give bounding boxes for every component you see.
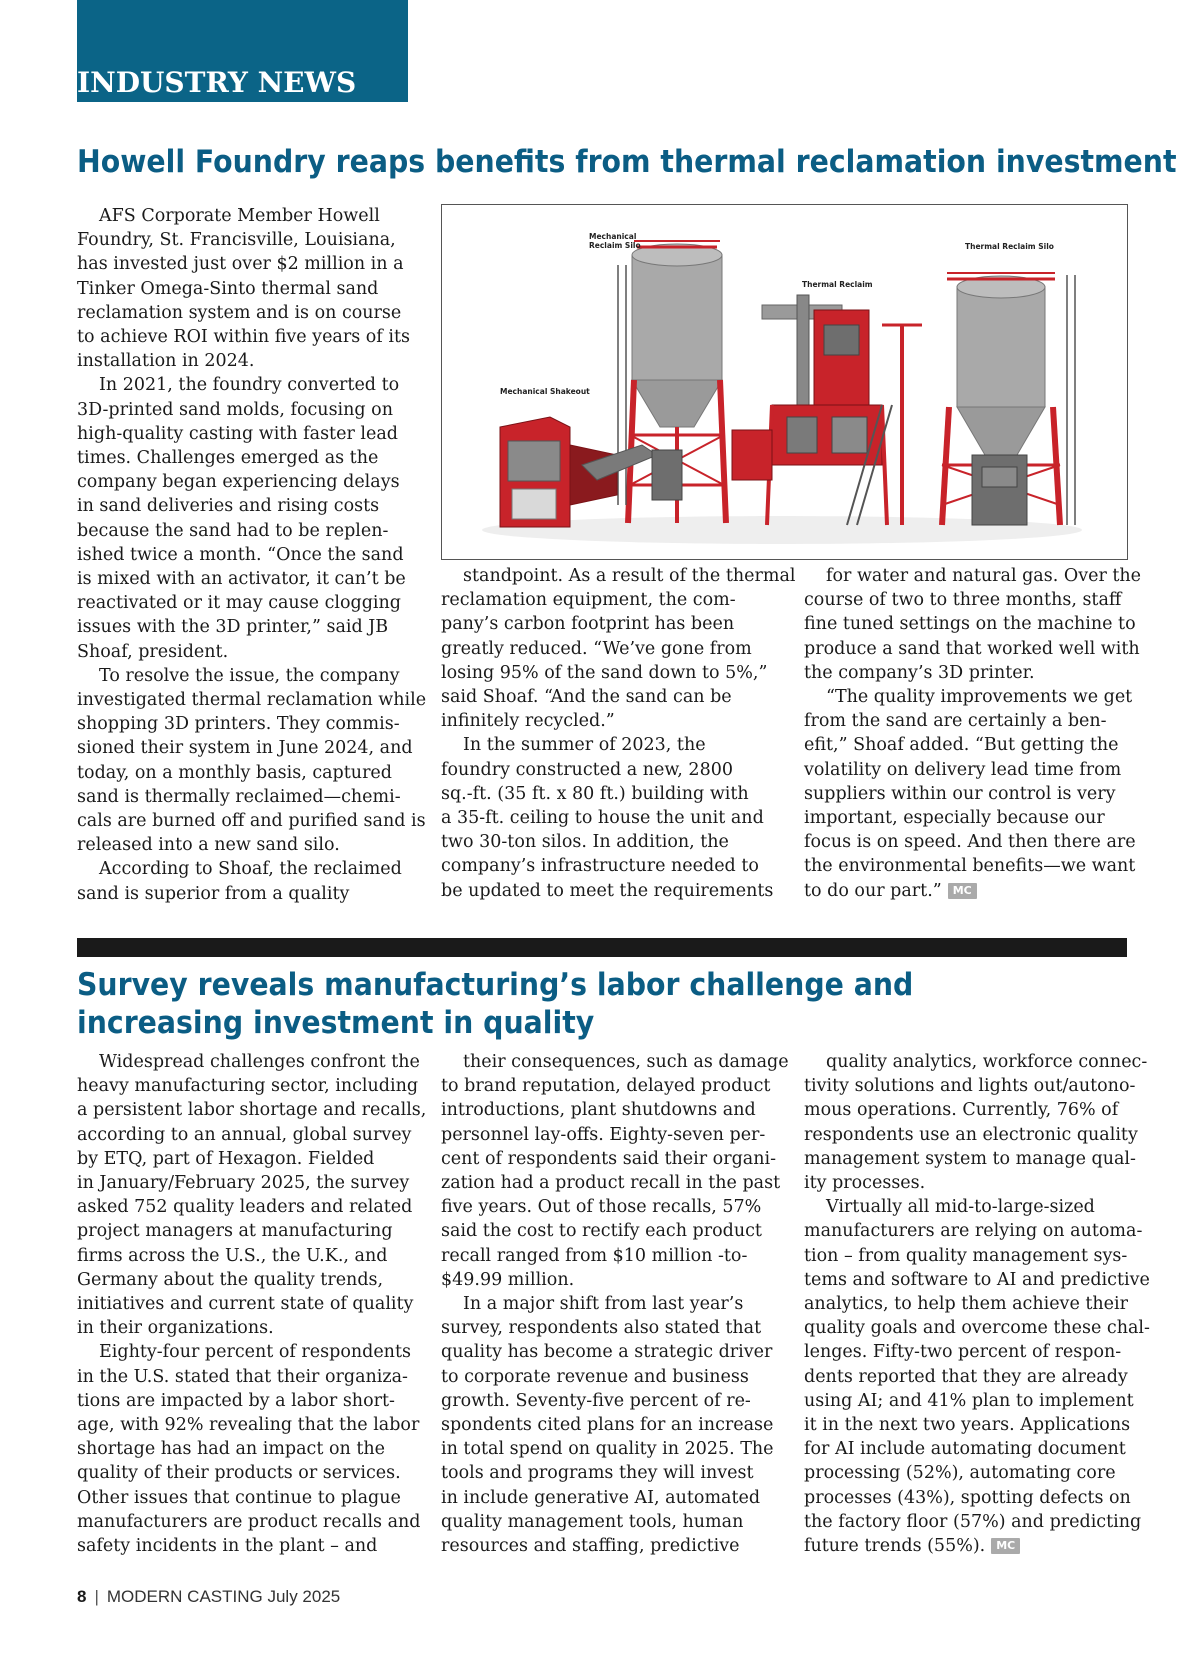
text-line-content: produce a sand that worked well with (804, 638, 1140, 659)
text-line (77, 1219, 426, 1243)
text-line-content: In a major shift from last year’s (463, 1294, 744, 1315)
text-line-content: According to Shoaf, the reclaimed (99, 859, 402, 880)
text-line (441, 588, 795, 612)
text-line (441, 1316, 789, 1340)
text-line (77, 277, 426, 301)
text-line-content: asked 752 quality leaders and related (77, 1197, 413, 1218)
text-line-content: quality of their products or services. (77, 1463, 401, 1484)
text-line (77, 1147, 426, 1171)
text-line-content: greatly reduced. “We’ve gone from (441, 638, 752, 659)
text-line (804, 879, 1141, 903)
article1-column-1 (77, 204, 426, 906)
text-line-content: five years. Out of those recalls, 57% (441, 1197, 762, 1218)
text-line (441, 1365, 789, 1389)
text-line (441, 637, 795, 661)
text-line (77, 373, 426, 397)
text-line (77, 422, 426, 446)
text-line-content: to do our part.” (804, 880, 942, 901)
article2-column-2 (441, 1050, 789, 1558)
text-line-content: “The quality improvements we get (826, 687, 1133, 708)
text-line-content: company began experiencing delays (77, 472, 400, 493)
text-line (77, 591, 426, 615)
text-line (804, 1340, 1150, 1364)
text-line-content: a 35-ft. ceiling to house the unit and (441, 808, 764, 829)
text-line-content: suppliers within our control is very (804, 783, 1116, 804)
text-line (77, 1365, 426, 1389)
text-line-content: shopping 3D printers. They commis- (77, 714, 400, 735)
text-line-content: Foundry, St. Francisville, Louisiana, (77, 230, 396, 251)
text-line (441, 733, 795, 757)
text-line-content: reclamation system and is on course (77, 302, 402, 323)
text-line (441, 1292, 789, 1316)
label-mechanical-reclaim-silo: Mechanical Reclaim Silo (589, 232, 641, 250)
text-line (77, 1050, 426, 1074)
text-line (77, 1268, 426, 1292)
text-line-content: Germany about the quality trends, (77, 1269, 384, 1290)
text-line-content: because the sand had to be replen- (77, 520, 389, 541)
text-line (804, 709, 1141, 733)
text-line (77, 1316, 426, 1340)
text-line (77, 301, 426, 325)
text-line (77, 1486, 426, 1510)
text-line (441, 758, 795, 782)
text-line (804, 588, 1141, 612)
text-line-content: spondents cited plans for an increase (441, 1415, 774, 1436)
text-line (804, 1171, 1150, 1195)
text-line (804, 612, 1141, 636)
text-line (77, 252, 426, 276)
text-line-content: sioned their system in June 2024, and (77, 738, 413, 759)
text-line (804, 1510, 1150, 1534)
text-line-content: a persistent labor shortage and recalls, (77, 1100, 427, 1121)
text-line (77, 494, 426, 518)
footer-separator: | (94, 1587, 99, 1606)
text-line-content: investigated thermal reclamation while (77, 690, 427, 711)
text-line (441, 1244, 789, 1268)
text-line (804, 1219, 1150, 1243)
text-line-content: losing 95% of the sand down to 5%,” (441, 662, 768, 683)
text-line-content: focus is on speed. And then there are (804, 832, 1136, 853)
text-line (804, 1461, 1150, 1485)
text-line-content: tions are impacted by a labor short- (77, 1390, 395, 1411)
text-line-content: ished twice a month. “Once the sand (77, 544, 404, 565)
text-line (441, 1510, 789, 1534)
text-line (77, 664, 426, 688)
text-line (77, 325, 426, 349)
text-line-content: future trends (55%). (804, 1536, 986, 1557)
text-line-content: according to an annual, global survey (77, 1124, 412, 1145)
text-line-content: in include generative AI, automated (441, 1487, 761, 1508)
text-line-content: manufacturers are relying on automa- (804, 1221, 1143, 1242)
article2-column-3 (804, 1050, 1150, 1558)
text-line-content: quality management tools, human (441, 1511, 744, 1532)
text-line-content: in total spend on quality in 2025. The (441, 1439, 774, 1460)
text-line (77, 446, 426, 470)
publication-name: MODERN CASTING (106, 1587, 263, 1606)
text-line (77, 809, 426, 833)
text-line-content: zation had a product recall in the past (441, 1173, 781, 1194)
thermal-reclamation-diagram (441, 204, 1128, 560)
text-line (441, 830, 795, 854)
label-thermal-reclaim: Thermal Reclaim (802, 280, 873, 289)
text-line (77, 1123, 426, 1147)
text-line-content: In the summer of 2023, the (463, 735, 706, 756)
text-line-content: Eighty-four percent of respondents (99, 1342, 411, 1363)
text-line (441, 1413, 789, 1437)
text-line-content: to brand reputation, delayed product (441, 1076, 771, 1097)
text-line (77, 640, 426, 664)
text-line (77, 519, 426, 543)
text-line (77, 882, 426, 906)
text-line-content: tems and software to AI and predictive (804, 1269, 1150, 1290)
text-line (804, 637, 1141, 661)
text-line (441, 1486, 789, 1510)
text-line (77, 1292, 426, 1316)
text-line (441, 1098, 789, 1122)
text-line (804, 1244, 1150, 1268)
text-line (77, 1171, 426, 1195)
text-line (77, 1461, 426, 1485)
text-line-content: in the U.S. stated that their organiza- (77, 1366, 408, 1387)
text-line-content: firms across the U.S., the U.K., and (77, 1245, 388, 1266)
text-line-content: in sand deliveries and rising costs (77, 496, 380, 517)
text-line-content: the company’s 3D printer. (804, 662, 1035, 683)
text-line (77, 1437, 426, 1461)
text-line (804, 854, 1141, 878)
text-line (441, 1461, 789, 1485)
text-line (441, 1195, 789, 1219)
text-line-content: Shoaf, president. (77, 641, 229, 662)
text-line-content: introductions, plant shutdowns and (441, 1100, 756, 1121)
text-line (804, 782, 1141, 806)
text-line (441, 1050, 789, 1074)
article2-column-1 (77, 1050, 426, 1558)
text-line-content: course of two to three months, staff (804, 590, 1122, 611)
text-line-content: for AI include automating document (804, 1439, 1126, 1460)
text-line (804, 1534, 1150, 1558)
text-line-content: issues with the 3D printer,” said JB (77, 617, 389, 638)
text-line (804, 1437, 1150, 1461)
text-line-content: sq.-ft. (35 ft. x 80 ft.) building with (441, 783, 749, 804)
text-line-content: is mixed with an activator, it can’t be (77, 569, 406, 590)
text-line-content: their consequences, such as damage (463, 1052, 789, 1072)
text-line-content: growth. Seventy-five percent of re- (441, 1390, 751, 1411)
text-line (441, 1268, 789, 1292)
text-line (804, 1050, 1150, 1074)
article1-headline: Howell Foundry reaps benefits from thermal reclamation investment (77, 144, 1177, 180)
text-line (77, 349, 426, 373)
text-line-content: to corporate revenue and business (441, 1366, 749, 1387)
text-line (77, 761, 426, 785)
text-line (441, 612, 795, 636)
text-line (441, 879, 795, 903)
text-line (804, 1413, 1150, 1437)
text-line-content: two 30-ton silos. In addition, the (441, 832, 729, 853)
text-line (804, 733, 1141, 757)
text-line-content: company’s infrastructure needed to (441, 856, 759, 877)
text-line (77, 470, 426, 494)
text-line-content: volatility on delivery lead time from (804, 759, 1122, 780)
text-line (441, 1219, 789, 1243)
thermal-reclaim-unit (732, 295, 922, 525)
end-mark: MC (948, 883, 977, 899)
text-line (77, 543, 426, 567)
text-line (77, 1510, 426, 1534)
text-line-content: survey, respondents also stated that (441, 1318, 762, 1339)
text-line-content: personnel lay-offs. Eighty-seven per- (441, 1124, 766, 1145)
text-line-content: the environmental benefits—we want (804, 856, 1136, 877)
text-line (77, 1389, 426, 1413)
text-line-content: pany’s carbon footprint has been (441, 614, 735, 635)
text-line-content: tion – from quality management sys- (804, 1245, 1128, 1266)
text-line (804, 1268, 1150, 1292)
text-line (804, 1074, 1150, 1098)
text-line-content: efit,” Shoaf added. “But getting the (804, 735, 1119, 756)
text-line-content: in January/February 2025, the survey (77, 1173, 410, 1194)
text-line-content: recall ranged from $10 million -to- (441, 1245, 748, 1266)
page-number: 8 (77, 1587, 87, 1606)
text-line-content: lenges. Fifty-two percent of respon- (804, 1342, 1122, 1363)
text-line (804, 1195, 1150, 1219)
text-line (77, 833, 426, 857)
text-line (441, 661, 795, 685)
text-line-content: shortage has had an impact on the (77, 1439, 385, 1460)
text-line-content: to achieve ROI within five years of its (77, 327, 410, 348)
text-line (804, 758, 1141, 782)
section-divider (77, 938, 1127, 957)
text-line (804, 564, 1141, 588)
text-line-content: processing (52%), automating core (804, 1463, 1116, 1484)
text-line (77, 1098, 426, 1122)
text-line (77, 688, 426, 712)
text-line-content: Tinker Omega-Sinto thermal sand (77, 278, 379, 299)
text-line (441, 1534, 789, 1558)
text-line-content: Virtually all mid-to-large-sized (826, 1197, 1095, 1218)
text-line-content: processes (43%), spotting defects on (804, 1487, 1131, 1508)
text-line (77, 398, 426, 422)
text-line-content: released into a new sand silo. (77, 835, 340, 856)
text-line-content: times. Challenges emerged as the (77, 448, 379, 469)
text-line (77, 1340, 426, 1364)
text-line-content: important, especially because our (804, 808, 1105, 829)
text-line-content: foundry constructed a new, 2800 (441, 759, 733, 780)
text-line-content: high-quality casting with faster lead (77, 423, 398, 444)
text-line-content: quality goals and overcome these chal- (804, 1318, 1150, 1339)
text-line-content: it in the next two years. Applications (804, 1415, 1131, 1436)
text-line-content: standpoint. As a result of the thermal (463, 566, 796, 586)
text-line (77, 857, 426, 881)
text-line-content: fine tuned settings on the machine to (804, 614, 1136, 635)
text-line (77, 1244, 426, 1268)
text-line (441, 685, 795, 709)
text-line-content: today, on a monthly basis, captured (77, 762, 392, 783)
text-line (77, 228, 426, 252)
text-line (77, 736, 426, 760)
text-line (77, 204, 426, 228)
text-line (804, 1147, 1150, 1171)
article2-headline-line2: increasing investment in quality (77, 1005, 595, 1041)
text-line (77, 567, 426, 591)
text-line-content: has invested just over $2 million in a (77, 254, 404, 275)
text-line-content: reactivated or it may cause clogging (77, 593, 402, 614)
text-line-content: ity processes. (804, 1173, 926, 1194)
text-line-content: To resolve the issue, the company (99, 665, 400, 686)
text-line (804, 1316, 1150, 1340)
text-line (804, 830, 1141, 854)
text-line (441, 806, 795, 830)
text-line (804, 1098, 1150, 1122)
section-label: INDUSTRY NEWS (77, 66, 357, 99)
text-line (77, 615, 426, 639)
text-line-content: reclamation equipment, the com- (441, 590, 736, 611)
text-line (804, 661, 1141, 685)
label-thermal-reclaim-silo: Thermal Reclaim Silo (965, 242, 1054, 251)
text-line-content: safety incidents in the plant – and (77, 1536, 378, 1557)
text-line-content: project managers at manufacturing (77, 1221, 393, 1242)
text-line (804, 1389, 1150, 1413)
text-line-content: analytics, to help them achieve their (804, 1294, 1128, 1315)
text-line (77, 1074, 426, 1098)
thermal-reclaim-silo (942, 273, 1075, 525)
text-line-content: 3D-printed sand molds, focusing on (77, 399, 393, 420)
text-line (441, 1389, 789, 1413)
text-line (441, 709, 795, 733)
text-line (441, 1074, 789, 1098)
text-line-content: quality analytics, workforce connec- (826, 1052, 1148, 1072)
text-line-content: age, with 92% revealing that the labor (77, 1415, 420, 1436)
text-line-content: initiatives and current state of quality (77, 1294, 414, 1315)
text-line (804, 685, 1141, 709)
text-line (804, 1123, 1150, 1147)
text-line-content: dents reported that they are already (804, 1366, 1128, 1387)
text-line-content: Other issues that continue to plague (77, 1487, 401, 1508)
text-line-content: in their organizations. (77, 1318, 274, 1339)
text-line-content: heavy manufacturing sector, including (77, 1076, 419, 1097)
text-line-content: tools and programs they will invest (441, 1463, 754, 1484)
text-line-content: said the cost to rectify each product (441, 1221, 762, 1242)
text-line-content: $49.99 million. (441, 1269, 575, 1290)
label-mechanical-shakeout: Mechanical Shakeout (500, 387, 590, 396)
text-line (441, 1340, 789, 1364)
text-line (77, 712, 426, 736)
text-line (804, 1486, 1150, 1510)
text-line-content: from the sand are certainly a ben- (804, 711, 1107, 732)
text-line-content: said Shoaf. “And the sand can be (441, 687, 732, 708)
text-line (441, 782, 795, 806)
text-line (441, 564, 795, 588)
page-footer (77, 1587, 340, 1607)
text-line (77, 1413, 426, 1437)
text-line-content: resources and staffing, predictive (441, 1536, 740, 1557)
article1-column-3 (804, 564, 1141, 903)
text-line-content: Widespread challenges confront the (99, 1052, 420, 1072)
text-line-content: sand is thermally reclaimed—chemi- (77, 786, 401, 807)
text-line-content: installation in 2024. (77, 351, 255, 372)
text-line-content: quality has become a strategic driver (441, 1342, 773, 1363)
text-line-content: manufacturers are product recalls and (77, 1511, 421, 1532)
text-line (441, 1147, 789, 1171)
article1-column-2 (441, 564, 795, 903)
text-line (804, 1292, 1150, 1316)
text-line-content: using AI; and 41% plan to implement (804, 1390, 1134, 1411)
text-line (441, 854, 795, 878)
text-line-content: AFS Corporate Member Howell (99, 206, 380, 226)
text-line-content: cent of respondents said their organi- (441, 1148, 776, 1169)
text-line-content: be updated to meet the requirements (441, 880, 774, 901)
text-line-content: mous operations. Currently, 76% of (804, 1100, 1119, 1121)
text-line (441, 1123, 789, 1147)
equipment-illustration (442, 205, 1127, 559)
text-line-content: In 2021, the foundry converted to (99, 375, 400, 396)
text-line-content: sand is superior from a quality (77, 883, 350, 904)
text-line (441, 1171, 789, 1195)
text-line (77, 1195, 426, 1219)
text-line-content: tivity solutions and lights out/autono- (804, 1076, 1136, 1097)
article2-headline-line1: Survey reveals manufacturing’s labor challenge and (77, 967, 914, 1003)
text-line-content: the factory floor (57%) and predicting (804, 1511, 1142, 1532)
text-line-content: cals are burned off and purified sand is (77, 811, 426, 832)
issue-date: July 2025 (267, 1587, 341, 1606)
text-line (441, 1437, 789, 1461)
end-mark: MC (991, 1538, 1020, 1554)
text-line (77, 785, 426, 809)
text-line-content: infinitely recycled.” (441, 711, 615, 732)
text-line (804, 1365, 1150, 1389)
text-line-content: for water and natural gas. Over the (826, 566, 1142, 586)
text-line-content: by ETQ, part of Hexagon. Fielded (77, 1148, 375, 1169)
text-line-content: management system to manage qual- (804, 1148, 1136, 1169)
text-line (804, 806, 1141, 830)
text-line (77, 1534, 426, 1558)
text-line-content: respondents use an electronic quality (804, 1124, 1138, 1145)
